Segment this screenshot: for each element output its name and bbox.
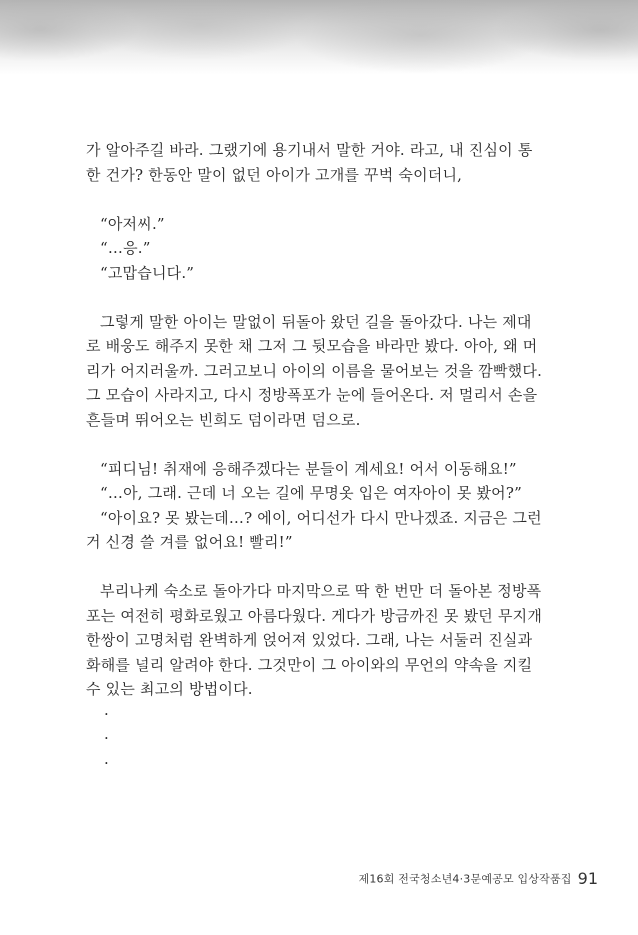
text-line: 그 모습이 사라지고, 다시 정방폭포가 눈에 들어온다. 저 멀리서 손을 — [86, 386, 538, 404]
story-text — [86, 138, 566, 775]
ellipsis-dot: · — [104, 704, 109, 723]
paragraph-gap — [86, 187, 566, 212]
text-line: 부리나케 숙소로 돌아가다 마지막으로 딱 한 번만 더 돌아본 정방폭 — [100, 582, 542, 600]
text-line: 리가 어지러울까. 그러고보니 아이의 이름을 물어보는 것을 깜빡했다. — [86, 361, 543, 380]
text-line: 수 있는 최고의 방법이다. — [86, 680, 253, 698]
paragraph-gap — [86, 555, 566, 580]
cloud-header-image — [0, 0, 638, 75]
publication-title: 제16회 전국청소년4·3문예공모 입상작품집 — [358, 872, 572, 886]
text-line: 한 건가? 한동안 말이 없던 아이가 고개를 꾸벅 숙이더니, — [86, 165, 463, 184]
text-line: 흔들며 뛰어오는 빈희도 덤이라면 덤으로. — [86, 410, 361, 429]
dialogue-line: “아이요? 못 봤는데…? 에이, 어디선가 다시 만나겠죠. 지금은 그런 — [100, 508, 542, 527]
text-line: 화해를 널리 알려야 한다. 그것만이 그 아이와의 무언의 약속을 지킬 — [86, 655, 533, 674]
page-number: 91 — [577, 869, 598, 888]
text-line: 한쌍이 고명처럼 완벽하게 얹어져 있었다. 그래, 나는 서둘러 진실과 — [86, 631, 533, 649]
ellipsis-dot: · — [104, 753, 109, 772]
dialogue-line: 거 신경 쓸 겨를 없어요! 빨리!” — [86, 533, 293, 551]
dialogue-line: “피디님! 취재에 응해주겠다는 분들이 계세요! 어서 이동해요!” — [100, 459, 517, 478]
text-line: 로 배웅도 해주지 못한 채 그저 그 뒷모습을 바라만 봤다. 아아, 왜 머 — [86, 337, 538, 355]
text-line: 그렇게 말한 아이는 말없이 뒤돌아 왔던 길을 돌아갔다. 나는 제대 — [100, 312, 532, 331]
paragraph-gap — [86, 285, 566, 310]
dialogue-line: “아저씨.” — [100, 214, 165, 233]
text-line: 가 알아주길 바라. 그랬기에 용기내서 말한 거야. 라고, 내 진심이 통 — [86, 141, 533, 159]
page-footer — [359, 868, 598, 888]
ellipsis-dot: · — [104, 729, 109, 747]
paragraph-gap — [86, 432, 566, 457]
dialogue-line: “고맙습니다.” — [100, 263, 195, 282]
text-line: 포는 여전히 평화로웠고 아름다웠다. 게다가 방금까진 못 봤던 무지개 — [86, 606, 543, 625]
dialogue-line: “…응.” — [100, 239, 151, 257]
dialogue-line: “…아, 그래. 근데 너 오는 길에 무명옷 입은 여자아이 못 봤어?” — [100, 484, 522, 502]
